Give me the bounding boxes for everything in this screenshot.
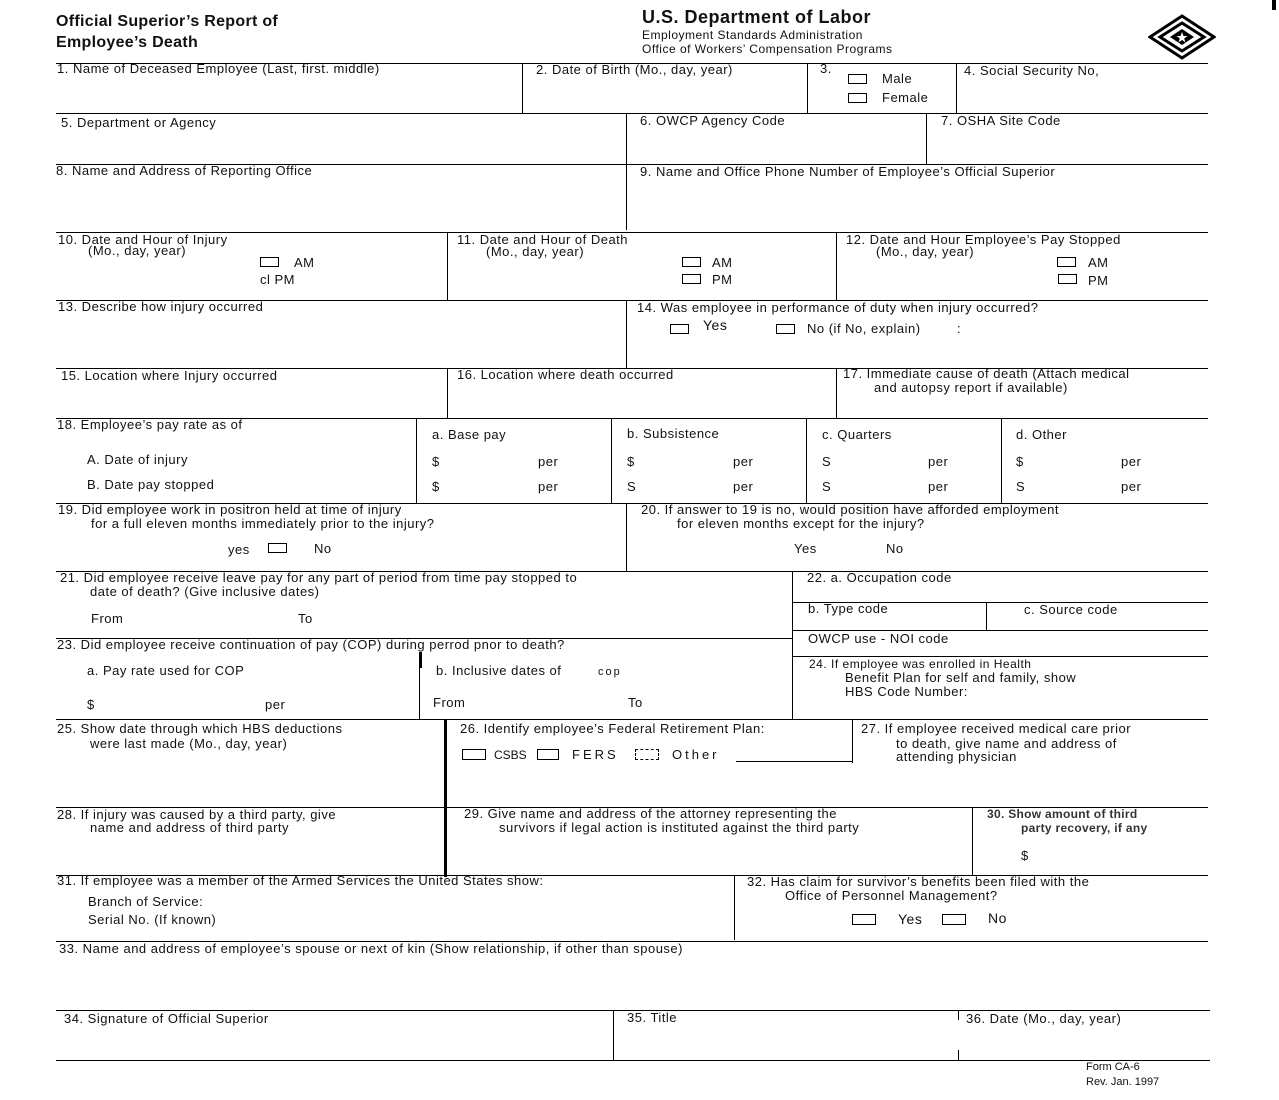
department-name: U.S. Department of Labor [642, 7, 872, 27]
quarters-stopped-currency: S [822, 479, 832, 494]
rule [626, 503, 627, 571]
subsistence-stopped-currency: S [627, 479, 637, 494]
afforded-employment-yes-label[interactable]: Yes [794, 541, 817, 556]
other-plan-checkbox[interactable] [635, 749, 659, 760]
quarters-injury-per: per [928, 454, 949, 469]
death-pm-checkbox[interactable] [682, 274, 701, 284]
title-input[interactable] [617, 1028, 955, 1058]
field-10-label: 10. Date and Hour of Injury [58, 232, 228, 247]
rule [447, 368, 448, 419]
rule [419, 668, 420, 719]
field-33-label: 33. Name and address of employee’s spouse or next of kin (Show relationship, if other than spouse) [59, 941, 683, 956]
base-pay-injury-per: per [538, 454, 559, 469]
field-13-label: 13. Describe how injury occurred [58, 299, 264, 314]
rule [447, 232, 448, 300]
signature-date-input[interactable] [962, 1028, 1208, 1058]
form-title-line2: Employee’s Death [56, 34, 199, 51]
rule [626, 113, 627, 230]
opm-claim-yes-label: Yes [898, 911, 923, 927]
field-22c-label: c. Source code [1024, 602, 1118, 617]
quarters-stopped-per: per [928, 479, 949, 494]
field-10-sublabel: (Mo., day, year) [88, 243, 187, 258]
duty-no-colon: : [957, 321, 962, 336]
field-34-label: 34. Signature of Official Superior [64, 1011, 269, 1026]
date-of-birth-input[interactable] [526, 80, 804, 110]
female-label: Female [882, 90, 929, 105]
rule [416, 418, 417, 503]
male-checkbox[interactable] [848, 74, 867, 84]
male-label: Male [882, 71, 913, 86]
osha-site-code-input[interactable] [930, 132, 1206, 160]
rule [806, 418, 807, 503]
field-26-label: 26. Identify employee’s Federal Retirement Plan: [460, 721, 765, 736]
other-stopped-currency: S [1016, 479, 1026, 494]
cop-from-label: From [433, 695, 466, 710]
agency-name: Employment Standards Administration [642, 28, 863, 42]
superior-signature-input[interactable] [60, 1028, 610, 1058]
death-am-label: AM [712, 255, 733, 270]
rule [836, 232, 837, 300]
other-injury-currency: $ [1016, 454, 1024, 469]
rule [734, 875, 735, 940]
female-checkbox[interactable] [848, 93, 867, 103]
opm-claim-yes-checkbox[interactable] [852, 914, 876, 925]
reporting-office-input[interactable] [58, 182, 622, 228]
rule [613, 1010, 614, 1060]
rule [444, 719, 447, 877]
edge-mark [1272, 0, 1276, 10]
base-pay-stopped-per: per [538, 479, 559, 494]
field-24-label-line3: HBS Code Number: [845, 684, 968, 699]
recovery-amount-currency: $ [1021, 848, 1029, 863]
owcp-noi-code-label: OWCP use - NOI code [808, 631, 949, 646]
worked-11-months-yes-label: yes [228, 542, 250, 557]
rule [626, 300, 627, 368]
other-injury-per: per [1121, 454, 1142, 469]
field-7-label: 7. OSHA Site Code [941, 113, 1061, 128]
rule [522, 63, 523, 113]
pay-stopped-am-checkbox[interactable] [1057, 257, 1076, 267]
injury-pm-label[interactable]: cl PM [260, 272, 295, 287]
field-20-label-line1: 20. If answer to 19 is no, would position have afforded employment [641, 502, 1059, 517]
field-29-label-line1: 29. Give name and address of the attorney representing the [464, 806, 837, 821]
rule [958, 1050, 959, 1060]
field-24-label-line1: 24. If employee was enrolled in Health [809, 657, 1032, 671]
field-23a-label: a. Pay rate used for COP [87, 663, 245, 678]
field-12-sublabel: (Mo., day, year) [876, 244, 975, 259]
field-22a-label: 22. a. Occupation code [807, 570, 952, 585]
rule [56, 719, 1208, 720]
rule [792, 571, 793, 719]
subsistence-injury-currency: $ [627, 454, 635, 469]
field-23-label: 23. Did employee receive continuation of pay (COP) during perrod pnor to death? [57, 637, 565, 652]
field-23b-cop: cop [598, 666, 622, 678]
worked-11-months-no-label[interactable]: No [314, 541, 332, 556]
field-28-label-line2: name and address of third party [90, 820, 290, 835]
rule [419, 652, 422, 668]
opm-claim-no-checkbox[interactable] [942, 914, 966, 925]
field-25-label-line1: 25. Show date through which HBS deductions [57, 721, 343, 736]
field-29-label-line2: survivors if legal action is instituted against the third party [499, 820, 860, 835]
fers-label: FERS [572, 747, 619, 762]
field-30-label-line2: party recovery, if any [1021, 821, 1148, 835]
field-2-label: 2. Date of Birth (Mo., day, year) [536, 62, 733, 77]
field-18a-label: A. Date of injury [87, 452, 188, 467]
afforded-employment-no-label[interactable]: No [886, 541, 904, 556]
rule [836, 368, 837, 419]
dol-star-emblem-icon [1148, 14, 1216, 60]
field-18-label: 18. Employee’s pay rate as of [57, 417, 243, 432]
fers-checkbox[interactable] [537, 749, 559, 760]
field-11-label: 11. Date and Hour of Death [457, 232, 629, 247]
death-am-checkbox[interactable] [682, 257, 701, 267]
leave-from-label: From [91, 611, 124, 626]
office-name: Office of Workers’ Compensation Programs [642, 42, 893, 56]
field-27-label-line3: attending physician [896, 749, 1017, 764]
rule [852, 719, 853, 763]
csbs-label: CSBS [494, 748, 527, 762]
ssn-input[interactable] [960, 80, 1206, 110]
rule [1001, 418, 1002, 503]
base-pay-injury-currency: $ [432, 454, 440, 469]
other-plan-label: Other [672, 747, 720, 762]
field-23b-label: b. Inclusive dates of [436, 663, 562, 678]
deceased-name-input[interactable] [58, 80, 518, 110]
field-17-label-line2: and autopsy report if available) [874, 380, 1068, 395]
field-36-label: 36. Date (Mo., day, year) [966, 1011, 1122, 1026]
field-22b-label: b. Type code [808, 601, 889, 616]
field-35-label: 35. Title [627, 1010, 678, 1025]
injury-am-label: AM [294, 255, 315, 270]
rule [972, 807, 973, 875]
field-9-label: 9. Name and Office Phone Number of Employee’s Official Superior [640, 164, 1056, 179]
form-title-line1: Official Superior’s Report of [56, 13, 279, 30]
duty-no-checkbox[interactable] [776, 324, 795, 334]
field-32-label-line2: Office of Personnel Management? [785, 888, 998, 903]
field-25-label-line2: were last made (Mo., day, year) [90, 736, 288, 751]
pay-stopped-pm-label: PM [1088, 273, 1109, 288]
field-19-label-line1: 19. Did employee work in positron held at time of injury [58, 502, 402, 517]
field-27-label-line1: 27. If employee received medical care prior [861, 721, 1132, 736]
worked-11-months-yes-checkbox[interactable] [268, 543, 287, 553]
rule [926, 113, 927, 164]
quarters-header: c. Quarters [822, 427, 892, 442]
field-19-label-line2: for a full eleven months immediately prior to the injury? [91, 516, 435, 531]
field-16-label: 16. Location where death occurred [457, 367, 674, 382]
other-plan-line[interactable] [736, 761, 852, 762]
pay-stopped-pm-checkbox[interactable] [1058, 274, 1077, 284]
opm-claim-no-label: No [988, 910, 1007, 926]
field-21-label-line2: date of death? (Give inclusive dates) [90, 584, 320, 599]
rule [956, 63, 957, 113]
base-pay-stopped-currency: $ [432, 479, 440, 494]
cop-pay-currency: $ [87, 697, 95, 712]
field-17-label-line1: 17. Immediate cause of death (Attach medical [843, 366, 1130, 381]
next-of-kin-input[interactable] [58, 960, 1206, 1006]
subsistence-injury-per: per [733, 454, 754, 469]
field-4-label: 4. Social Security No, [964, 63, 1100, 78]
field-28-label-line1: 28. If injury was caused by a third party, give [57, 807, 337, 822]
rule [807, 63, 808, 113]
subsistence-header: b. Subsistence [627, 426, 720, 441]
csbs-checkbox[interactable] [462, 749, 486, 760]
field-15-label: 15. Location where Injury occurred [61, 368, 278, 383]
field-12-label: 12. Date and Hour Employee’s Pay Stopped [846, 232, 1121, 247]
field-27-label-line2: to death, give name and address of [896, 736, 1117, 751]
quarters-injury-currency: S [822, 454, 832, 469]
leave-to-label: To [298, 611, 313, 626]
subsistence-stopped-per: per [733, 479, 754, 494]
field-31-label: 31. If employee was a member of the Armed Services the United States show: [57, 873, 544, 888]
field-1-label: 1. Name of Deceased Employee (Last, first. middle) [57, 61, 380, 76]
rule [611, 418, 612, 503]
field-5-label: 5. Department or Agency [61, 115, 217, 130]
field-8-label: 8. Name and Address of Reporting Office [56, 163, 313, 178]
cop-to-label: To [628, 695, 643, 710]
injury-am-checkbox[interactable] [260, 257, 279, 267]
superior-name-phone-input[interactable] [630, 182, 1206, 228]
duty-no-label: No (if No, explain) [807, 321, 921, 336]
other-stopped-per: per [1121, 479, 1142, 494]
rule [958, 1010, 959, 1020]
department-input[interactable] [58, 132, 622, 160]
field-3-label: 3. [820, 61, 832, 76]
field-20-label-line2: for eleven months except for the injury? [677, 516, 925, 531]
serial-number-label: Serial No. (If known) [88, 912, 217, 927]
base-pay-header: a. Base pay [432, 427, 507, 442]
other-header: d. Other [1016, 427, 1067, 442]
rule [986, 602, 987, 630]
duty-yes-label: Yes [703, 317, 728, 333]
death-pm-label: PM [712, 272, 733, 287]
cop-pay-per: per [265, 697, 286, 712]
field-30-label-line1: 30. Show amount of third [987, 807, 1138, 821]
field-18b-label: B. Date pay stopped [87, 477, 215, 492]
form-revision: Rev. Jan. 1997 [1086, 1076, 1160, 1088]
duty-yes-checkbox[interactable] [670, 324, 689, 334]
pay-stopped-am-label: AM [1088, 255, 1109, 270]
field-24-label-line2: Benefit Plan for self and family, show [845, 670, 1077, 685]
field-21-label-line1: 21. Did employee receive leave pay for any part of period from time pay stopped to [60, 570, 578, 585]
owcp-agency-code-input[interactable] [630, 132, 922, 160]
rule [56, 1060, 1210, 1061]
field-14-label: 14. Was employee in performance of duty when injury occurred? [637, 300, 1039, 315]
branch-of-service-label: Branch of Service: [88, 894, 204, 909]
field-11-sublabel: (Mo., day, year) [486, 244, 585, 259]
injury-description-input[interactable] [58, 318, 622, 366]
field-6-label: 6. OWCP Agency Code [640, 113, 786, 128]
field-32-label-line1: 32. Has claim for survivor’s benefits been filed with the [747, 874, 1090, 889]
form-number: Form CA-6 [1086, 1061, 1140, 1073]
